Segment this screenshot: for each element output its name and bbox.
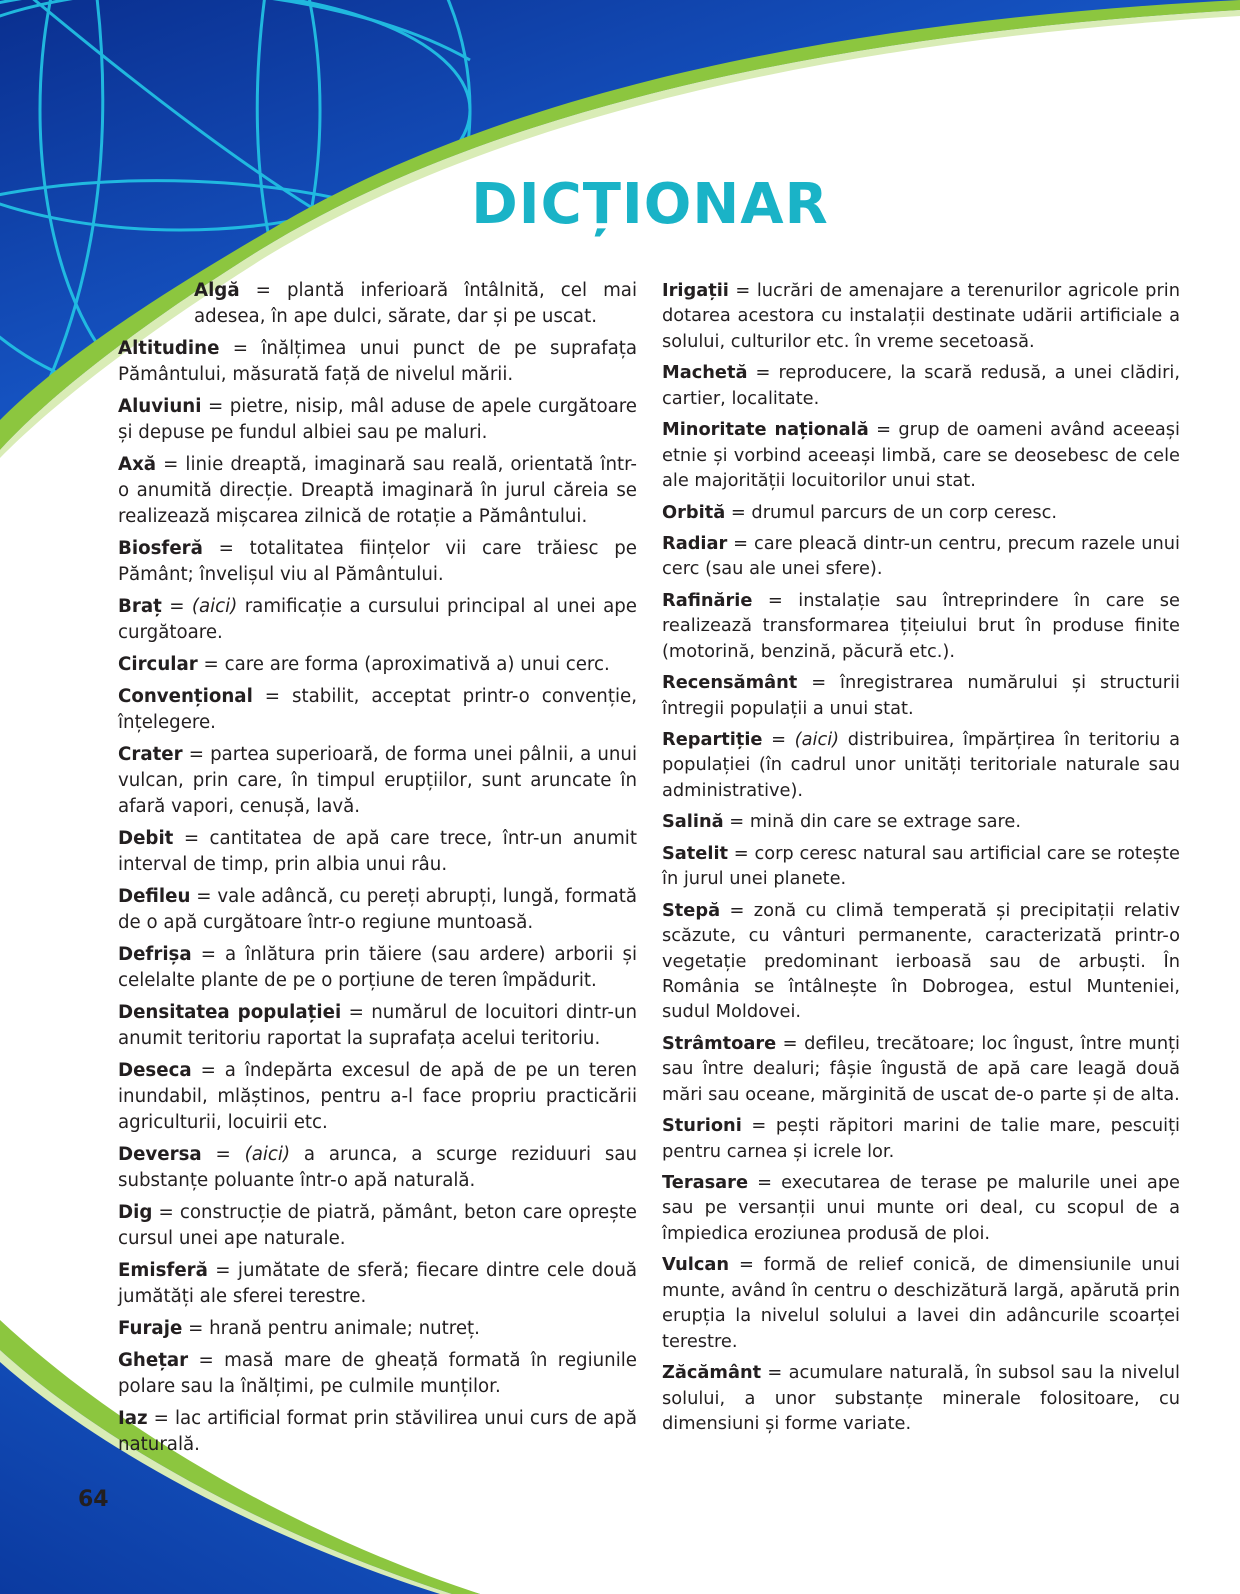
dictionary-entry (118, 1142, 637, 1194)
entry-term: Defrișa (118, 944, 192, 965)
entry-definition: = masă mare de gheață formată în regiunile polare sau la înălțimi, pe culmile munților. (118, 1350, 637, 1397)
entry-term: Axă (118, 454, 157, 475)
dictionary-entry (118, 1406, 637, 1458)
entry-term: Crater (118, 744, 183, 765)
dictionary-column-right (662, 278, 1180, 1442)
dictionary-entry (118, 742, 637, 820)
entry-term: Aluviuni (118, 396, 202, 417)
entry-definition: = zonă cu climă temperată și precipitații relativ scăzute, cu vânturi permanente, caracterizată printr-o vegetație predominant ierboasă sau de arbuști. În România se întâlnește în Dobrogea, estul Munteniei, sudul Moldovei. (662, 899, 1180, 1023)
entry-term: Radiar (662, 532, 728, 554)
entry-definition: = mină din care se extrage sare. (723, 811, 1022, 833)
entry-term: Machetă (662, 362, 748, 384)
entry-definition: = acumulare naturală, în subsol sau la nivelul solului, a unor substanțe minerale folositoare, cu dimensiuni și forme variate. (662, 1362, 1180, 1434)
entry-definition: = formă de relief conică, de dimensiunile unui munte, având în centru o deschizătură largă, apărută prin erupția la nivelul solului a lavei din adâncurile scoarței terestre. (662, 1254, 1180, 1352)
entry-definition: = înregistrarea numărului și structurii întregii populații a unui stat. (662, 672, 1180, 719)
entry-term: Stepă (662, 899, 721, 921)
entry-term: Terasare (662, 1172, 749, 1193)
entry-term: Biosferă (118, 538, 203, 559)
dictionary-entry (662, 898, 1180, 1025)
dictionary-entry (662, 417, 1180, 493)
dictionary-entry (662, 670, 1180, 721)
entry-term: Braț (118, 596, 162, 617)
entry-definition: = pietre, nisip, mâl aduse de apele curgătoare și depuse pe fundul albiei sau pe maluri. (118, 396, 637, 443)
dictionary-entry (118, 1200, 637, 1252)
entry-definition: = executarea de terase pe malurile unei ape sau pe versanții unui munte ori deal, cu scopul de a împiedica eroziunea produsă de ploi. (662, 1172, 1180, 1244)
entry-definition: = hrană pentru animale; nutreț. (182, 1318, 480, 1339)
dictionary-entry (118, 278, 637, 330)
entry-definition: = construcție de piatră, pământ, beton care oprește cursul unei ape naturale. (118, 1202, 637, 1249)
entry-definition: = jumătate de sferă; fiecare dintre cele două jumătăți ale sferei terestre. (118, 1260, 637, 1307)
dictionary-entry (118, 1316, 637, 1342)
entry-term: Altitudine (118, 338, 220, 359)
dictionary-entry (118, 684, 637, 736)
dictionary-entry (662, 360, 1180, 411)
dictionary-entry (662, 1252, 1180, 1354)
dictionary-entry (118, 942, 637, 994)
entry-definition: = grup de oameni având aceeași etnie și vorbind aceeași limbă, care se deosebesc de cele ale majorității locuitorilor unui stat. (662, 419, 1180, 492)
entry-definition: = plantă inferioară întâlnită, cel mai adesea, în ape dulci, sărate, dar și pe uscat. (194, 280, 637, 327)
dictionary-entry (662, 841, 1180, 892)
entry-term: Zăcământ (662, 1362, 762, 1384)
entry-term: Irigații (662, 280, 729, 301)
entry-term: Minoritate națională (662, 419, 869, 441)
entry-definition: = instalație sau întreprindere în care se realizează transformarea țițeiului brut în produse finite (motorină, benzină, păcură etc.). (662, 589, 1180, 662)
dictionary-entry (118, 594, 637, 646)
entry-term: Strâmtoare (662, 1032, 777, 1054)
entry-definition: = partea superioară, de forma unei pâlnii, a unui vulcan, prin care, în timpul erupțiilor, sunt aruncate în afară vapori, cenușă, lavă. (118, 744, 637, 817)
entry-term: Emisferă (118, 1260, 208, 1281)
entry-definition: = cantitatea de apă care trece, într-un anumit interval de timp, prin albia unui râu. (118, 828, 637, 875)
entry-definition: = reproducere, la scară redusă, a unei clădiri, cartier, localitate. (662, 362, 1180, 409)
entry-definition: distribuirea, împărțirea în teritoriu a populației (în cadrul unor unități teritoriale naturale sau administrative). (662, 729, 1180, 801)
dictionary-entry (662, 1031, 1180, 1107)
entry-definition: = totalitatea ființelor vii care trăiesc pe Pământ; învelișul viu al Pământului. (118, 538, 637, 585)
entry-term: Defileu (118, 886, 191, 907)
entry-note: = (aici) (201, 1144, 291, 1165)
dictionary-entry (662, 1170, 1180, 1246)
dictionary-entry (118, 1058, 637, 1136)
page-number: 64 (78, 1487, 109, 1512)
entry-term: Ghețar (118, 1350, 189, 1371)
entry-term: Algă (194, 280, 240, 301)
dictionary-entry (118, 652, 637, 678)
page-title: DICȚIONAR (471, 172, 829, 237)
entry-definition: = pești răpitori marini de talie mare, pescuiți pentru carnea și icrele lor. (662, 1115, 1180, 1162)
entry-definition: = numărul de locuitori dintr-un anumit teritoriu raportat la suprafața acelui teritoriu. (118, 1002, 638, 1049)
entry-definition: = lac artificial format prin stăvilirea unui curs de apă naturală. (118, 1408, 637, 1455)
entry-note: = (aici) (762, 729, 840, 750)
entry-term: Orbită (662, 501, 726, 523)
dictionary-entry (662, 278, 1180, 354)
dictionary-entry (118, 826, 637, 878)
entry-definition: = înălțimea unui punct de pe suprafața Pământului, măsurată față de nivelul mării. (118, 338, 637, 385)
entry-term: Repartiție (662, 729, 763, 750)
entry-definition: = vale adâncă, cu pereți abrupți, lungă, formată de o apă curgătoare într-o regiune muntoasă. (118, 886, 637, 933)
entry-term: Dig (118, 1202, 153, 1223)
dictionary-column-left (118, 278, 637, 1464)
entry-definition: = defileu, trecătoare; loc îngust, între munți sau între dealuri; fâșie îngustă de apă care leagă două mări sau oceane, mărginită de uscat de-o parte și de alta. (662, 1032, 1180, 1105)
dictionary-entry (662, 531, 1180, 582)
entry-definition: ramificație a cursului principal al unei ape curgătoare. (118, 596, 637, 643)
entry-term: Satelit (662, 842, 729, 864)
entry-term: Salină (662, 811, 724, 833)
entry-term: Recensământ (662, 672, 798, 694)
dictionary-entry (118, 1258, 637, 1310)
dictionary-entry (118, 1348, 637, 1400)
entry-term: Densitatea populației (118, 1002, 342, 1023)
dictionary-entry (662, 588, 1180, 664)
dictionary-entry (662, 809, 1180, 834)
entry-term: Convențional (118, 686, 253, 707)
entry-term: Vulcan (662, 1254, 730, 1276)
dictionary-entry (118, 536, 637, 588)
dictionary-entry (118, 336, 637, 388)
dictionary-entry (118, 452, 637, 530)
dictionary-entry (662, 1360, 1180, 1436)
entry-note: = (aici) (161, 596, 238, 617)
entry-definition: = stabilit, acceptat printr-o convenție, înțelegere. (118, 686, 637, 733)
entry-term: Debit (118, 828, 174, 849)
dictionary-entry (662, 500, 1180, 525)
entry-term: Iaz (118, 1408, 148, 1429)
dictionary-entry (118, 1000, 637, 1052)
dictionary-entry (662, 727, 1180, 803)
entry-definition: = corp ceresc natural sau artificial care se rotește în jurul unei planete. (662, 842, 1180, 890)
entry-definition: = lucrări de amenajare a terenurilor agricole prin dotarea acestora cu instalații destinate udării artificiale a solului, culturilor etc. în vreme secetoasă. (662, 280, 1180, 352)
dictionary-entry (118, 394, 637, 446)
entry-definition: = a îndepărta excesul de apă de pe un teren inundabil, mlăștinos, pentru a-l face propriu practicării agriculturii, locuirii etc. (118, 1060, 637, 1133)
entry-term: Deseca (118, 1060, 192, 1081)
entry-term: Circular (118, 654, 198, 675)
entry-term: Sturioni (662, 1115, 742, 1137)
entry-definition: = care pleacă dintr-un centru, precum razele unui cerc (sau ale unei sfere). (662, 532, 1180, 580)
entry-definition: = a înlătura prin tăiere (sau ardere) arborii și celelalte plante de pe o porțiune de teren împădurit. (118, 944, 637, 991)
entry-term: Deversa (118, 1144, 202, 1165)
entry-term: Furaje (118, 1318, 183, 1339)
dictionary-entry (118, 884, 637, 936)
dictionary-entry (662, 1113, 1180, 1164)
entry-term: Rafinărie (662, 589, 753, 611)
entry-definition: = care are forma (aproximativă a) unui cerc. (197, 654, 610, 675)
entry-definition: = drumul parcurs de un corp ceresc. (725, 501, 1058, 523)
entry-definition: a arunca, a scurge reziduuri sau substanțe poluante într-o apă naturală. (118, 1144, 637, 1191)
entry-definition: = linie dreaptă, imaginară sau reală, orientată într-o anumită direcție. Dreaptă imaginară în jurul căreia se realizează mișcarea zilnică de rotație a Pământului. (118, 454, 637, 527)
